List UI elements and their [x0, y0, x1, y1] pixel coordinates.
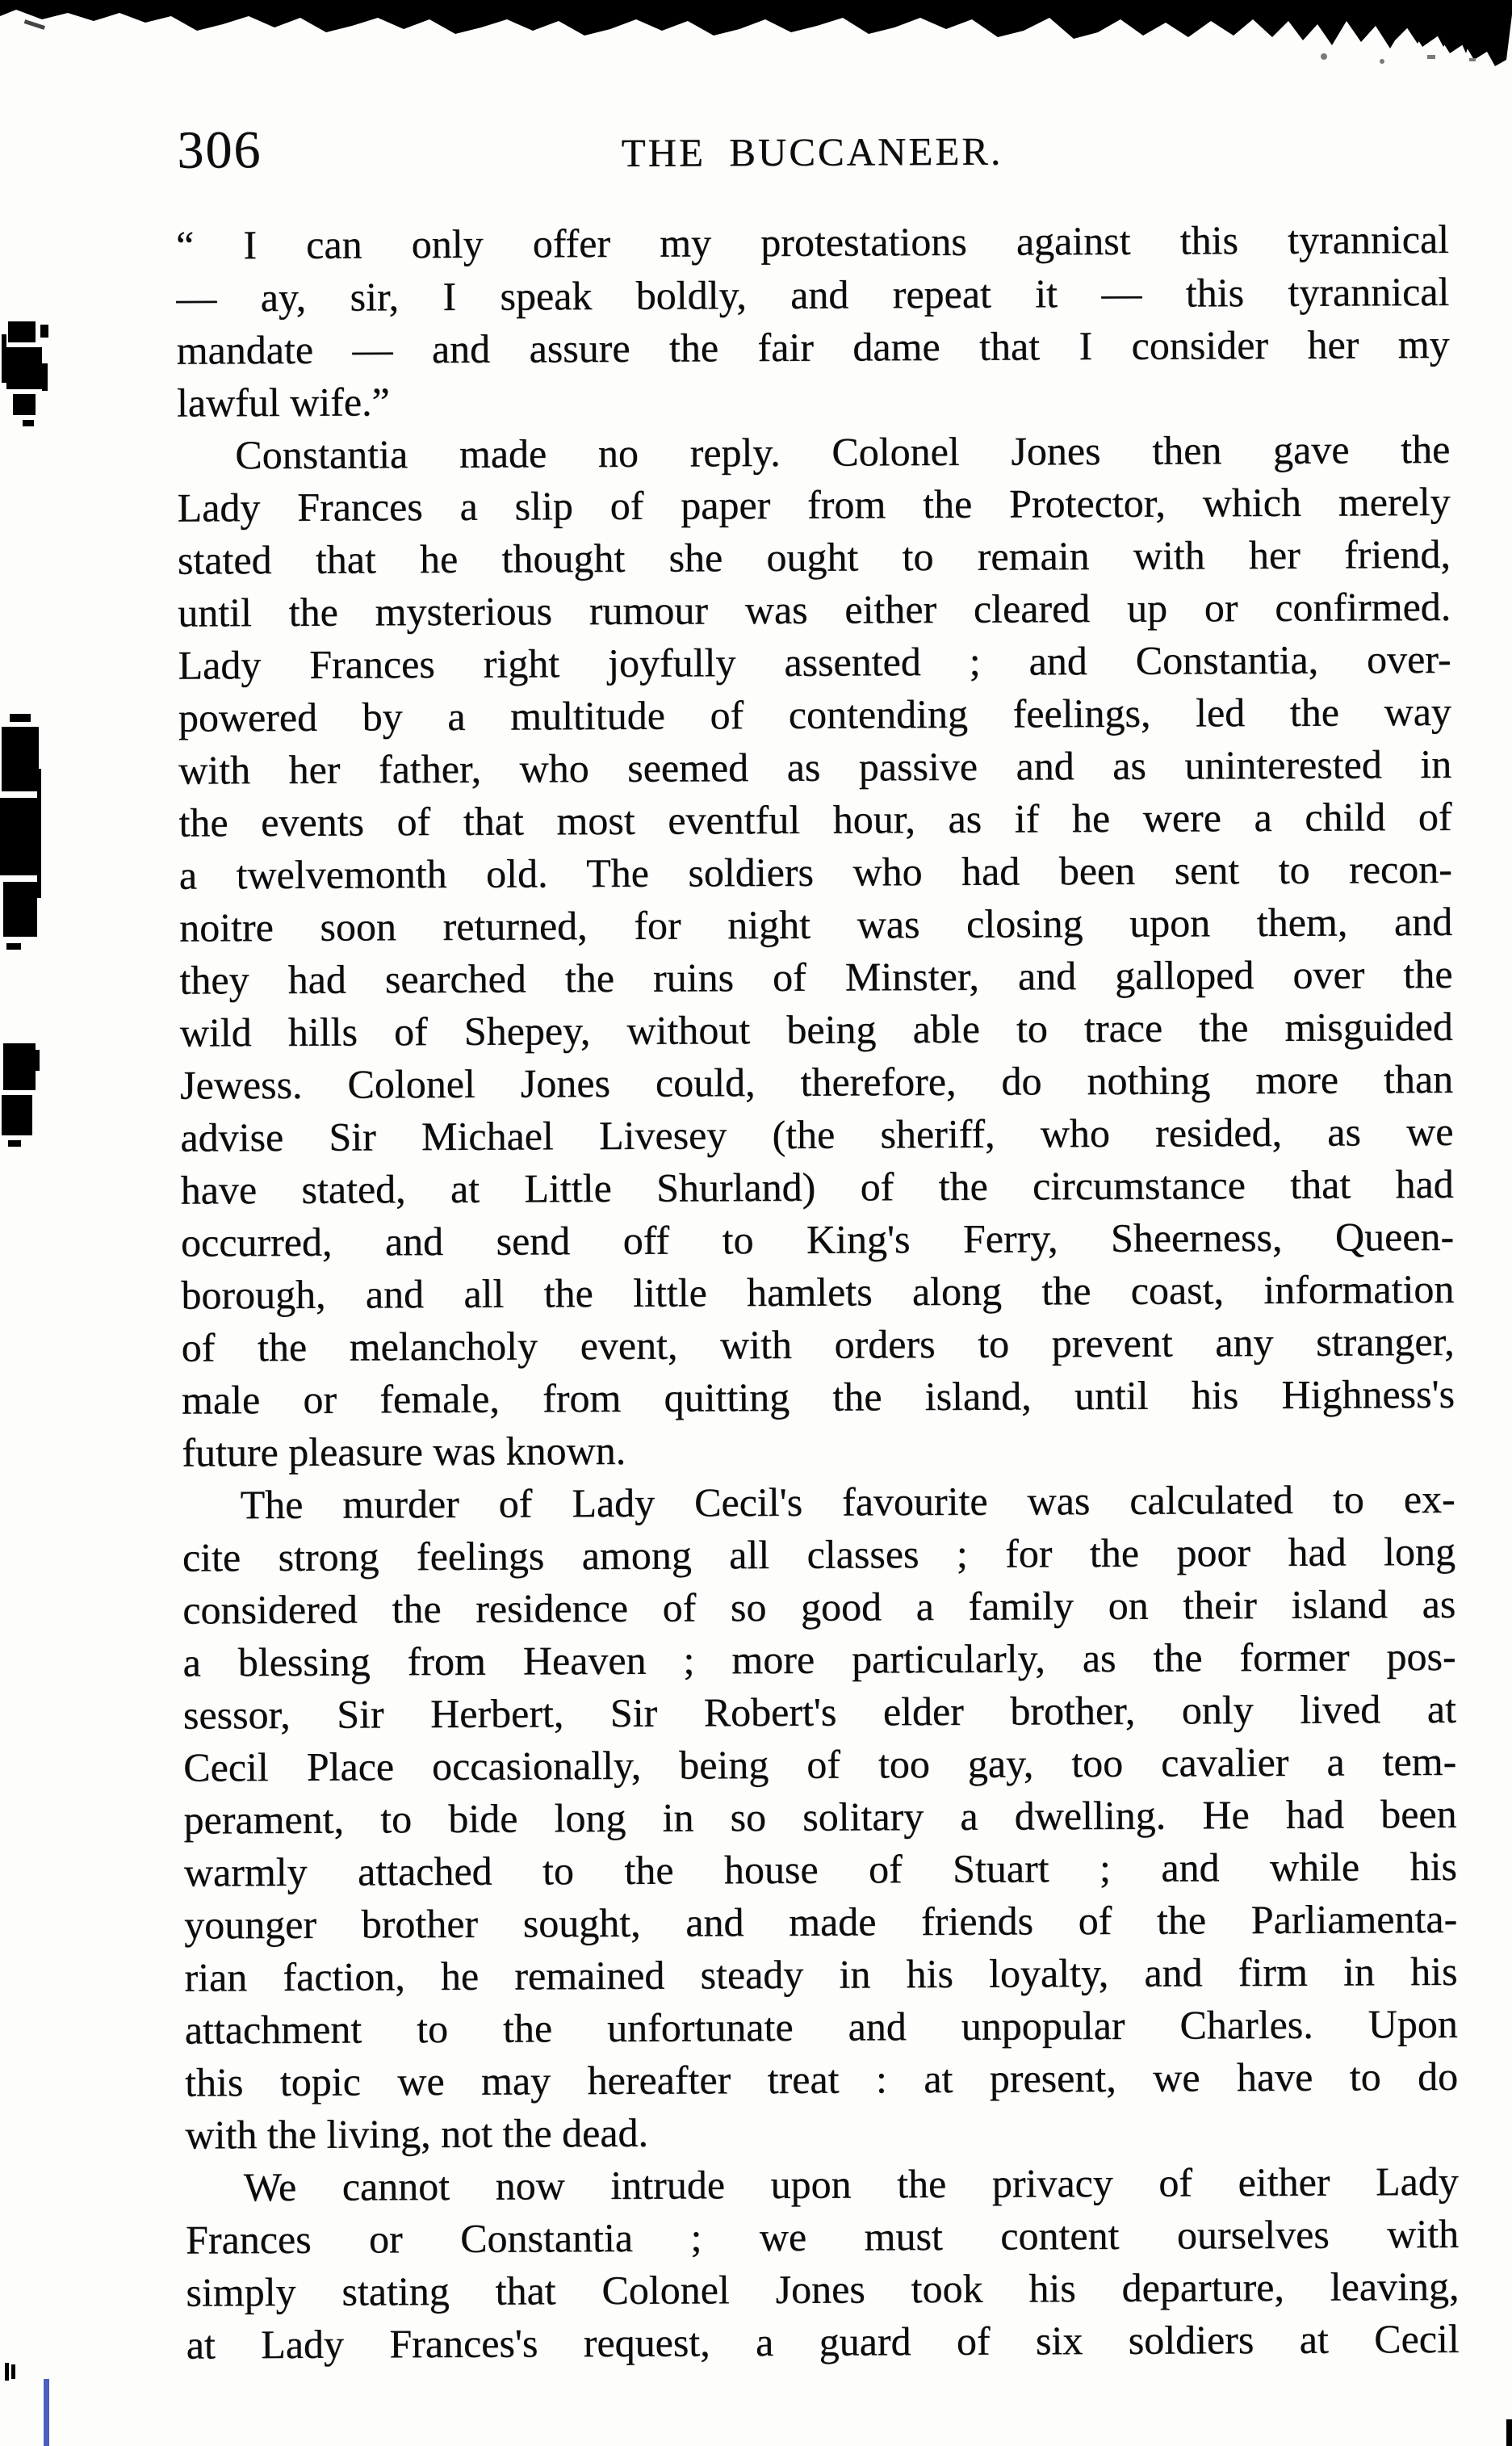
- text-line: sessor, Sir Herbert, Sir Robert's elder brother, only lived at: [182, 1685, 1457, 1738]
- text-line: until the mysterious rumour was either cleared up or confirmed.: [178, 583, 1451, 636]
- scan-torn-edge-artifact: [0, 0, 1512, 77]
- text-line: We cannot now intrude upon the privacy of either Lady: [243, 2158, 1459, 2210]
- text-line: rian faction, he remained steady in his loyalty, and firm in his: [184, 1948, 1458, 2000]
- text-line: Cecil Place occasionally, being of too gay, too cavalier a tem-: [183, 1738, 1457, 1790]
- paragraph: [186, 2155, 1460, 2372]
- text-line: future pleasure was known.: [182, 1427, 626, 1475]
- ink-blotch-artifact-3: [0, 1034, 65, 1155]
- text-line: considered the residence of so good a family on their island as: [182, 1580, 1456, 1633]
- running-header-title: THE BUCCANEER.: [621, 128, 1003, 175]
- text-line: advise Sir Michael Livesey (the sheriff, who resided, as we: [180, 1108, 1454, 1160]
- text-line: mandate — and assure the fair dame that I consider her my: [176, 321, 1450, 373]
- page-edge-tick: [1502, 2415, 1512, 2446]
- text-line: stated that he thought she ought to remain with her friend,: [177, 531, 1451, 583]
- text-line: attachment to the unfortunate and unpopular Charles. Upon: [184, 2000, 1458, 2053]
- page-number: 306: [177, 120, 262, 180]
- text-line: they had searched the ruins of Minster, and galloped over the: [179, 950, 1453, 1003]
- text-line: Lady Frances a slip of paper from the Protector, which merely: [177, 478, 1451, 531]
- text-line: this topic we may hereafter treat : at present, we have to do: [184, 2053, 1459, 2105]
- paragraph: [182, 1473, 1458, 2162]
- blue-pen-mark: [44, 2379, 49, 2446]
- text-line: Jewess. Colonel Jones could, therefore, do nothing more than: [179, 1055, 1454, 1108]
- text-line: noitre soon returned, for night was closing upon them, and: [179, 898, 1453, 950]
- paragraph: [177, 423, 1455, 1479]
- text-line: with the living, not the dead.: [185, 2109, 649, 2158]
- text-line: of the melancholy event, with orders to prevent any stranger,: [181, 1318, 1455, 1370]
- text-line: powered by a multitude of contending feelings, led the way: [178, 688, 1451, 741]
- text-line: “ I can only offer my protestations against this tyrannical: [175, 216, 1450, 268]
- text-line: male or female, from quitting the island, until his Highness's: [181, 1370, 1455, 1423]
- ink-blotch-artifact-1: [0, 307, 65, 436]
- text-line: have stated, at Little Shurland) of the circumstance that had: [180, 1160, 1454, 1213]
- page-text: [176, 213, 1460, 2372]
- text-line: borough, and all the little hamlets along the coast, information: [181, 1265, 1455, 1318]
- ink-blotch-artifact-2: [0, 711, 65, 961]
- text-line: a twelvemonth old. The soldiers who had been sent to recon-: [178, 845, 1452, 898]
- text-line: — ay, sir, I speak boldly, and repeat it — this tyrannical: [176, 268, 1450, 321]
- text-line: perament, to bide long in so solitary a dwelling. He had been: [183, 1790, 1457, 1843]
- text-line: Lady Frances right joyfully assented ; and Constantia, over-: [178, 636, 1451, 688]
- text-line: occurred, and send off to King's Ferry, Sheerness, Queen-: [180, 1213, 1455, 1265]
- text-line: Frances or Constantia ; we must content ourselves with: [185, 2210, 1460, 2263]
- text-line: younger brother sought, and made friends of the Parliamenta-: [184, 1895, 1458, 1948]
- text-line: lawful wife.”: [176, 379, 390, 426]
- page-header: [175, 118, 1448, 181]
- text-line: wild hills of Shepey, without being able to trace the misguided: [179, 1003, 1453, 1055]
- text-line: The murder of Lady Cecil's favourite was calculated to ex-: [240, 1475, 1455, 1528]
- text-line: the events of that most eventful hour, as if he were a child of: [178, 793, 1452, 845]
- text-line: Constantia made no reply. Colonel Jones then gave the: [235, 426, 1451, 478]
- text-line: simply stating that Colonel Jones took his departure, leaving,: [186, 2263, 1460, 2315]
- text-line: cite strong feelings among all classes ; for the poor had long: [182, 1528, 1456, 1580]
- text-line: a blessing from Heaven ; more particularly, as the former pos-: [182, 1633, 1456, 1685]
- ink-mark-small: [0, 2358, 65, 2446]
- text-line: with her father, who seemed as passive and as uninterested in: [178, 741, 1452, 793]
- text-line: at Lady Frances's request, a guard of six soldiers at Cecil: [186, 2315, 1460, 2368]
- text-line: warmly attached to the house of Stuart ; and while his: [183, 1843, 1457, 1895]
- paragraph: [176, 213, 1450, 430]
